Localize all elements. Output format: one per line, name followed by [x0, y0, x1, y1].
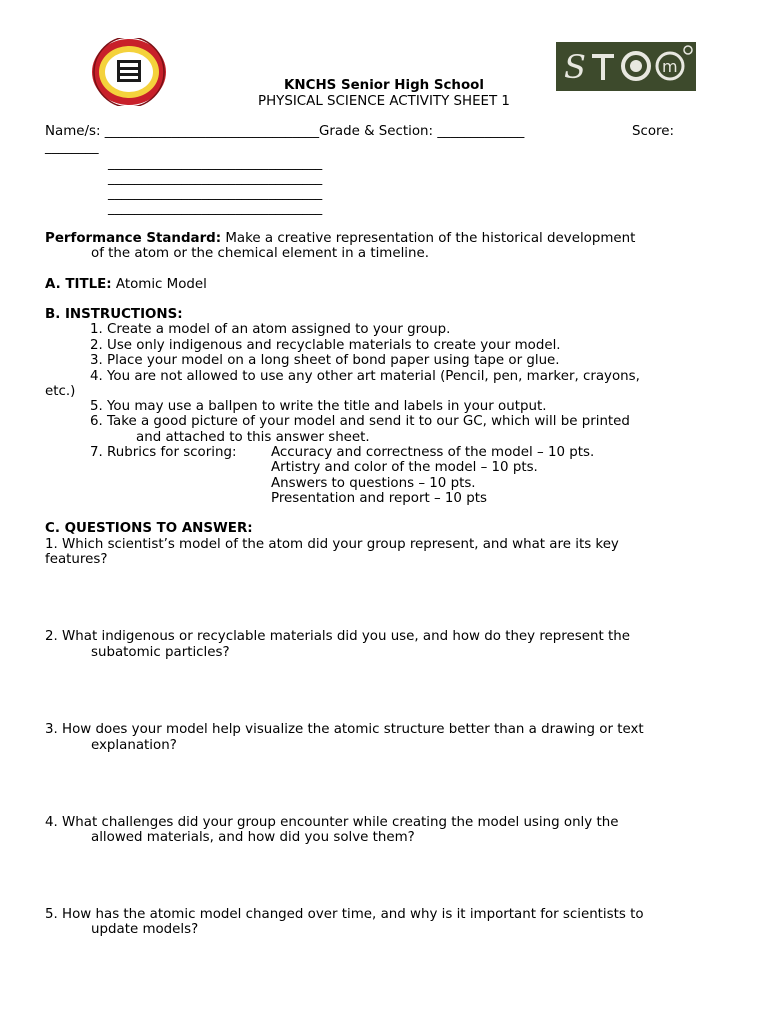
question-2: 2. What indigenous or recyclable materials did you use, and how do they represent the — [45, 629, 630, 644]
name-line-2[interactable]: ________________________________ — [108, 156, 323, 171]
question-5: 5. How has the atomic model changed over time, and why is it important for scientists to — [45, 907, 644, 922]
rubric-item: Artistry and color of the model – 10 pts. — [271, 460, 538, 475]
svg-text:m: m — [662, 57, 678, 76]
school-name: KNCHS Senior High School — [284, 78, 484, 93]
performance-standard — [45, 231, 635, 246]
instruction-3: 3. Place your model on a long sheet of bond paper using tape or glue. — [90, 353, 560, 368]
name-line-3[interactable]: ________________________________ — [108, 171, 323, 186]
name-line-4[interactable]: ________________________________ — [108, 186, 323, 201]
grade-section-blank[interactable]: _____________ — [437, 124, 525, 139]
question-5-cont: update models? — [91, 922, 199, 937]
score-blank[interactable]: ________ — [45, 140, 99, 155]
grade-section-label: Grade & Section: — [319, 124, 438, 139]
instruction-7: 7. Rubrics for scoring: — [90, 445, 237, 460]
question-1-cont: features? — [45, 552, 108, 567]
instruction-4: 4. You are not allowed to use any other art material (Pencil, pen, marker, crayons, — [90, 369, 640, 384]
name-row — [45, 124, 524, 139]
sheet-title: PHYSICAL SCIENCE ACTIVITY SHEET 1 — [258, 94, 510, 109]
question-4: 4. What challenges did your group encounter while creating the model using only the — [45, 815, 619, 830]
names-label: Name/s: — [45, 124, 105, 139]
title-value: Atomic Model — [111, 277, 207, 292]
instruction-6: 6. Take a good picture of your model and send it to our GC, which will be printed — [90, 414, 630, 429]
instruction-5: 5. You may use a ballpen to write the title and labels in your output. — [90, 399, 547, 414]
title-section — [45, 277, 207, 292]
instruction-6-cont: and attached to this answer sheet. — [136, 430, 370, 445]
question-2-cont: subatomic particles? — [91, 645, 230, 660]
instruction-4-cont: etc.) — [45, 384, 76, 399]
performance-label: Performance Standard: — [45, 231, 222, 246]
question-1: 1. Which scientist’s model of the atom did your group represent, and what are its key — [45, 537, 619, 552]
instructions-heading: B. INSTRUCTIONS: — [45, 307, 183, 322]
title-label: A. TITLE: — [45, 277, 112, 292]
rubric-item: Answers to questions – 10 pts. — [271, 476, 476, 491]
instruction-2: 2. Use only indigenous and recyclable materials to create your model. — [90, 338, 561, 353]
rubric-item: Presentation and report – 10 pts — [271, 491, 487, 506]
score-label: Score: — [632, 124, 675, 139]
names-blank[interactable]: ________________________________ — [104, 124, 320, 139]
instruction-1: 1. Create a model of an atom assigned to your group. — [90, 322, 451, 337]
question-3-cont: explanation? — [91, 738, 177, 753]
performance-text-2: of the atom or the chemical element in a timeline. — [91, 246, 430, 261]
svg-text:S: S — [564, 48, 586, 86]
name-line-5[interactable]: ________________________________ — [108, 201, 323, 216]
rubric-item: Accuracy and correctness of the model – 10 pts. — [271, 445, 595, 460]
performance-text-1: Make a creative representation of the historical development — [221, 231, 636, 246]
question-3: 3. How does your model help visualize the atomic structure better than a drawing or text — [45, 722, 644, 737]
questions-heading: C. QUESTIONS TO ANSWER: — [45, 521, 253, 536]
question-4-cont: allowed materials, and how did you solve them? — [91, 830, 415, 845]
